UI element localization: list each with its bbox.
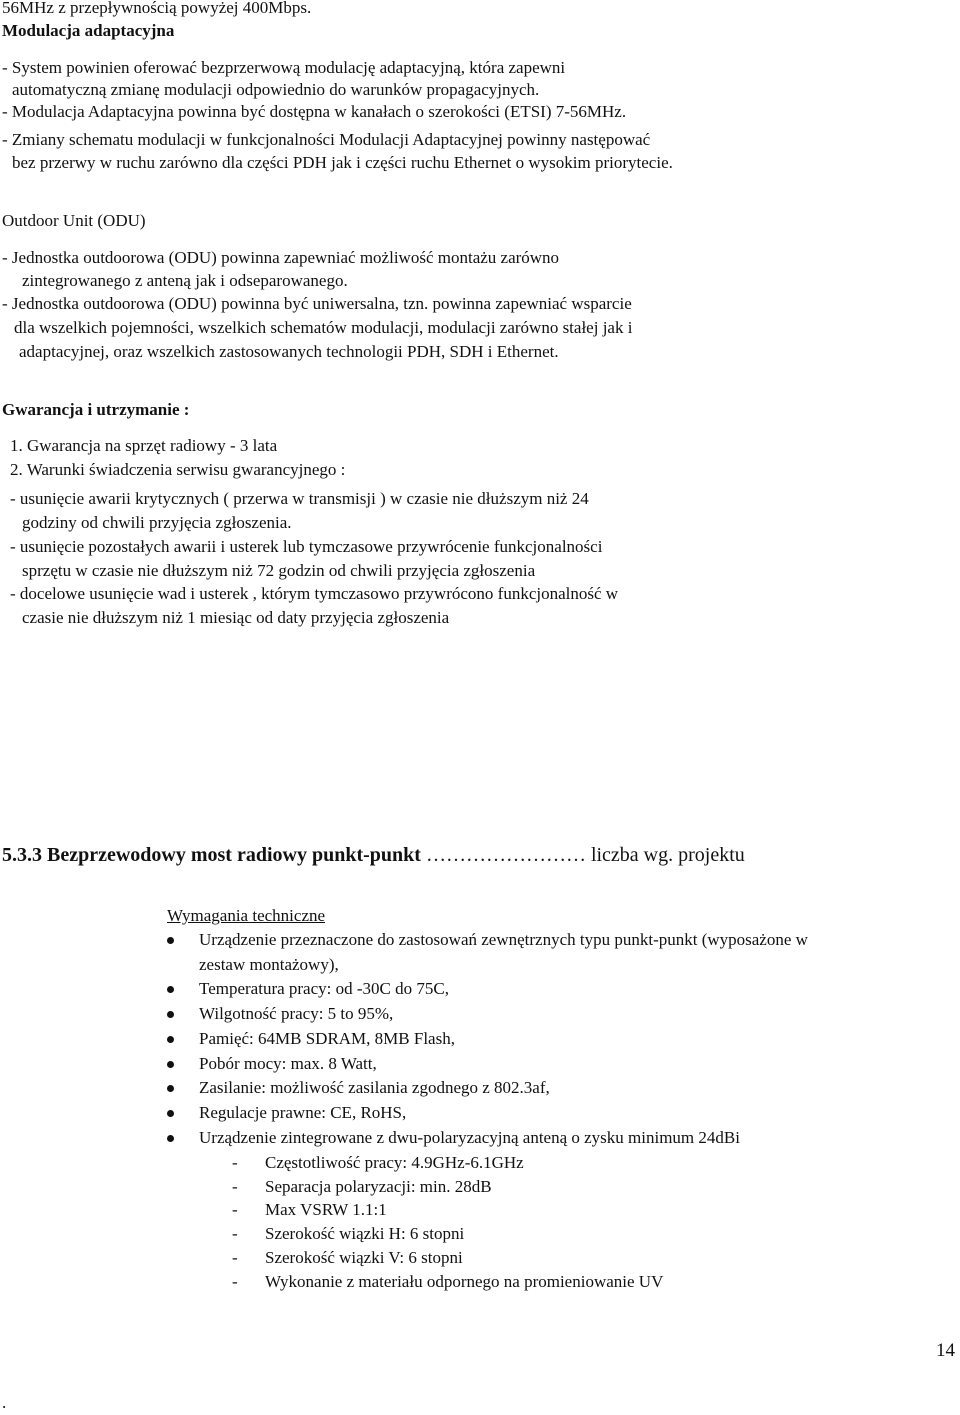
dash-marker: - [232, 1200, 238, 1219]
text-line: - System powinien oferować bezprzerwową modulację adaptacyjną, która zapewni [2, 58, 566, 77]
text-line: - Jednostka outdoorowa (ODU) powinna zapewniać możliwość montażu zarówno [2, 248, 560, 267]
bullet-icon [167, 1036, 174, 1043]
sub-item: Szerokość wiązki V: 6 stopni [265, 1248, 463, 1267]
sub-item: Separacja polaryzacji: min. 28dB [265, 1177, 492, 1196]
bullet-icon [167, 1061, 174, 1068]
bullet-item: Temperatura pracy: od -30C do 75C, [199, 979, 449, 998]
sub-item: Szerokość wiązki H: 6 stopni [265, 1224, 465, 1243]
dash-marker: - [232, 1224, 238, 1243]
bullet-item-continuation: zestaw montażowy), [199, 955, 339, 974]
dash-marker: - [232, 1177, 238, 1196]
bullet-icon [167, 1110, 174, 1117]
bullet-item: Pobór mocy: max. 8 Watt, [199, 1054, 377, 1073]
text-line: godziny od chwili przyjęcia zgłoszenia. [22, 513, 292, 532]
bullet-icon [167, 1085, 174, 1092]
text-line: adaptacyjnej, oraz wszelkich zastosowanych technologii PDH, SDH i Ethernet. [19, 342, 559, 361]
intro-line: 56MHz z przepływnością powyżej 400Mbps. [2, 0, 312, 17]
text-line: czasie nie dłuższym niż 1 miesiąc od daty przyjęcia zgłoszenia [22, 608, 450, 627]
warranty-heading: Gwarancja i utrzymanie : [2, 400, 190, 419]
sub-item: Max VSRW 1.1:1 [265, 1200, 387, 1219]
text-line: - Modulacja Adaptacyjna powinna być dostępna w kanałach o szerokości (ETSI) 7-56MHz. [2, 102, 627, 121]
text-line: dla wszelkich pojemności, wszelkich schematów modulacji, modulacji zarówno stałej jak i [14, 318, 633, 337]
text-line: zintegrowanego z anteną jak i odseparowanego. [22, 271, 348, 290]
text-line: bez przerwy w ruchu zarówno dla części PDH jak i części ruchu Ethernet o wysokim priorytecie. [12, 153, 673, 172]
sub-item: Wykonanie z materiału odpornego na promieniowanie UV [265, 1272, 664, 1291]
text-line: - Jednostka outdoorowa (ODU) powinna być uniwersalna, tzn. powinna zapewniać wsparcie [2, 294, 632, 313]
text-line: - usunięcie awarii krytycznych ( przerwa w transmisji ) w czasie nie dłuższym niż 24 [10, 489, 589, 508]
bullet-item: Urządzenie przeznaczone do zastosowań zewnętrznych typu punkt-punkt (wyposażone w [199, 930, 808, 949]
text-line: sprzętu w czasie nie dłuższym niż 72 godzin od chwili przyjęcia zgłoszenia [22, 561, 536, 580]
bullet-item: Pamięć: 64MB SDRAM, 8MB Flash, [199, 1029, 455, 1048]
odu-heading: Outdoor Unit (ODU) [2, 211, 146, 230]
bullet-icon [167, 937, 174, 944]
modulation-heading: Modulacja adaptacyjna [2, 21, 175, 40]
bullet-icon [167, 986, 174, 993]
text-line: - Zmiany schematu modulacji w funkcjonalności Modulacji Adaptacyjnej powinny następować [2, 130, 651, 149]
sub-item: Częstotliwość pracy: 4.9GHz-6.1GHz [265, 1153, 524, 1172]
section-heading-title: 5.3.3 Bezprzewodowy most radiowy punkt-punkt [2, 844, 421, 866]
dash-marker: - [232, 1248, 238, 1267]
requirements-subheading: Wymagania techniczne [167, 906, 326, 925]
page-number: 14 [936, 1340, 955, 1361]
text-line: - usunięcie pozostałych awarii i usterek lub tymczasowe przywrócenie funkcjonalności [10, 537, 603, 556]
text-line: automatyczną zmianę modulacji odpowiednio do warunków propagacyjnych. [12, 80, 540, 99]
text-line: - docelowe usunięcie wad i usterek , którym tymczasowo przywrócono funkcjonalność w [10, 584, 619, 603]
bullet-item: Wilgotność pracy: 5 to 95%, [199, 1004, 394, 1023]
bullet-icon [167, 1135, 174, 1142]
section-heading-quantity: …………………… liczba wg. projektu [420, 844, 745, 866]
section-heading [2, 843, 745, 867]
bullet-item: Regulacje prawne: CE, RoHS, [199, 1103, 407, 1122]
numbered-item: 2. Warunki świadczenia serwisu gwarancyjnego : [10, 460, 346, 479]
dash-marker: - [232, 1272, 238, 1291]
dash-marker: - [232, 1153, 238, 1172]
bullet-item: Urządzenie zintegrowane z dwu-polaryzacyjną anteną o zysku minimum 24dBi [199, 1128, 740, 1147]
bullet-item: Zasilanie: możliwość zasilania zgodnego z 802.3af, [199, 1078, 550, 1097]
footer-dot: . [2, 1393, 7, 1412]
bullet-icon [167, 1011, 174, 1018]
numbered-item: 1. Gwarancja na sprzęt radiowy - 3 lata [10, 436, 278, 455]
